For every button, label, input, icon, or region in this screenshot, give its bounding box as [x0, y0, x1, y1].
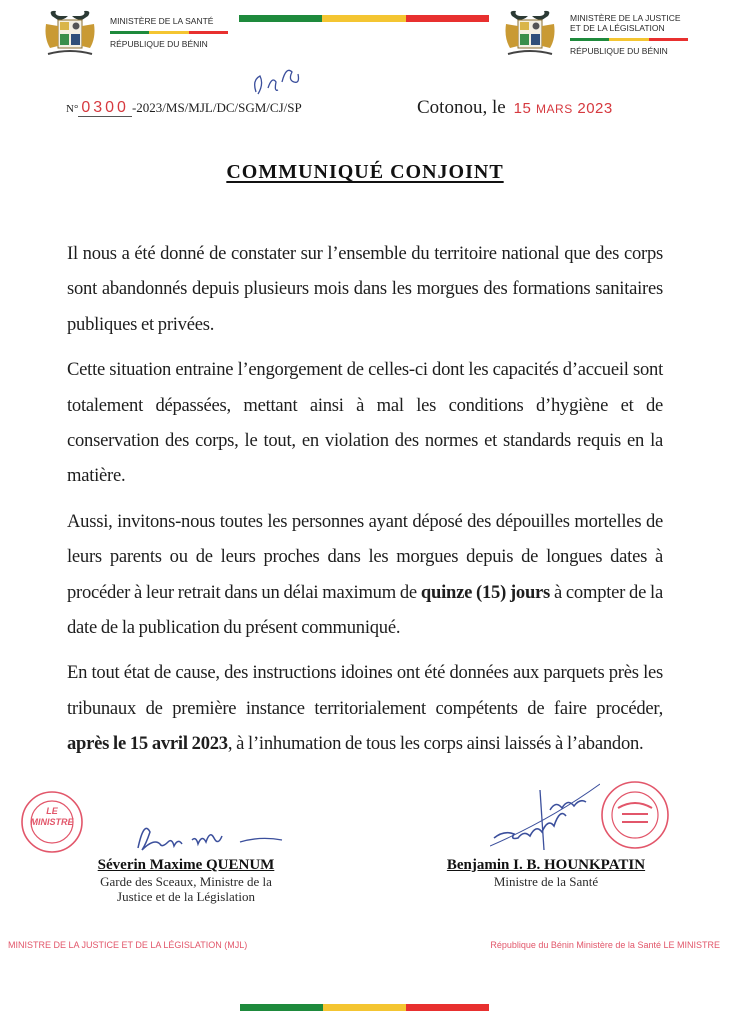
flag-divider	[570, 38, 688, 41]
date-month: MARS	[536, 102, 573, 116]
date-emphasis: après le 15 avril 2023	[67, 733, 228, 755]
stamp-center: LE MINISTRE	[663, 940, 720, 950]
health-ministry-letterhead	[40, 8, 228, 62]
flag-stripe-top	[239, 15, 489, 22]
letterhead	[0, 0, 730, 70]
signature-hounkpatin-icon	[490, 780, 600, 852]
stamp-abbrev: (MJL)	[224, 940, 248, 950]
communique-body	[67, 236, 663, 772]
signatory-name: Benjamin I. B. HOUNKPATIN	[446, 857, 646, 873]
flag-divider	[110, 31, 228, 34]
paragraph-3-text-end: à compter de la date de la publication du présent communiqué.	[67, 581, 663, 639]
health-stamp-text	[420, 940, 720, 951]
number-prefix: N°	[66, 103, 79, 115]
reference-suffix: -2023/MS/MJL/DC/SGM/CJ/SP	[131, 100, 302, 115]
ministry-name: MINISTÈRE DE LA SANTÉ	[110, 16, 214, 26]
date-stamp	[514, 100, 613, 117]
paragraph-2: Cette situation entraine l’engorgement de celles-ci dont les capacités d’accueil sont totalement dépassées, mettant ainsi à mal les conditions d’hygiène et de conservation des corps, le tout, en violation des normes et standards requis en la matière.	[67, 359, 663, 487]
ministry-name-line1: MINISTÈRE DE LA JUSTICE	[570, 13, 681, 23]
reference-stamp-number: 0300	[78, 99, 132, 117]
signatory-name: Séverin Maxime QUENUM	[97, 857, 275, 873]
paragraph-3-text: Aussi, invitons-nous toutes les personnes ayant déposé des dépouilles mortelles de leurs parents ou de leurs proches dans les morgues depuis de longues dates à procéder à leur retrait dans un délai maximum de	[67, 510, 663, 603]
date-year: 2023	[577, 100, 613, 117]
health-ministry-stamp-icon	[600, 780, 670, 850]
stamp-ring-text: MINISTRE DE LA JUSTICE ET DE LA LÉGISLATION	[8, 940, 222, 950]
signatory-title: Ministre de la Santé	[493, 874, 599, 889]
paragraph-1: Il nous a été donné de constater sur l’ensemble du territoire national que des corps sont abandonnés depuis plusieurs mois dans les morgues des formations sanitaires publiques et privées.	[67, 243, 663, 335]
place-and-date	[417, 96, 613, 121]
ministry-name-line2: ET DE LA LÉGISLATION	[570, 23, 665, 33]
title-text: COMMUNIQUÉ CONJOINT	[226, 161, 504, 183]
paragraph-3	[67, 504, 663, 646]
stamp-ring-text: République du Bénin Ministère de la Santé	[490, 940, 661, 950]
stamp-center-line1: LE	[46, 806, 58, 816]
signatory-title-line1: Garde des Sceaux, Ministre de la	[100, 874, 272, 889]
justice-stamp-text	[8, 940, 338, 951]
date-day: 15	[513, 100, 532, 117]
signatory-health	[428, 856, 664, 889]
signatory-title-line2: Justice et de la Législation	[117, 889, 255, 904]
place: Cotonou, le	[417, 97, 506, 118]
reference-number	[66, 98, 302, 119]
stamp-center-line2: MINISTRE	[30, 817, 74, 827]
handwritten-initials-icon	[248, 64, 308, 96]
country-name: RÉPUBLIQUE DU BÉNIN	[570, 45, 668, 56]
flag-stripe-bottom	[240, 1004, 489, 1011]
justice-ministry-letterhead	[500, 8, 688, 62]
paragraph-4-text-end: , à l’inhumation de tous les corps ainsi laissés à l’abandon.	[227, 733, 644, 755]
justice-stamp-center	[20, 806, 84, 828]
document-title	[0, 158, 730, 188]
country-name: RÉPUBLIQUE DU BÉNIN	[110, 38, 208, 49]
signatory-justice	[66, 856, 306, 904]
benin-coat-of-arms-icon	[500, 8, 560, 62]
deadline-emphasis: quinze (15) jours	[420, 581, 551, 603]
paragraph-4-text: En tout état de cause, des instructions idoines ont été données aux parquets près les tribunaux de première instance territorialement compétents de faire procéder,	[67, 662, 663, 719]
paragraph-4	[67, 655, 663, 761]
benin-coat-of-arms-icon	[40, 8, 100, 62]
signature-quenum-icon	[130, 818, 290, 854]
